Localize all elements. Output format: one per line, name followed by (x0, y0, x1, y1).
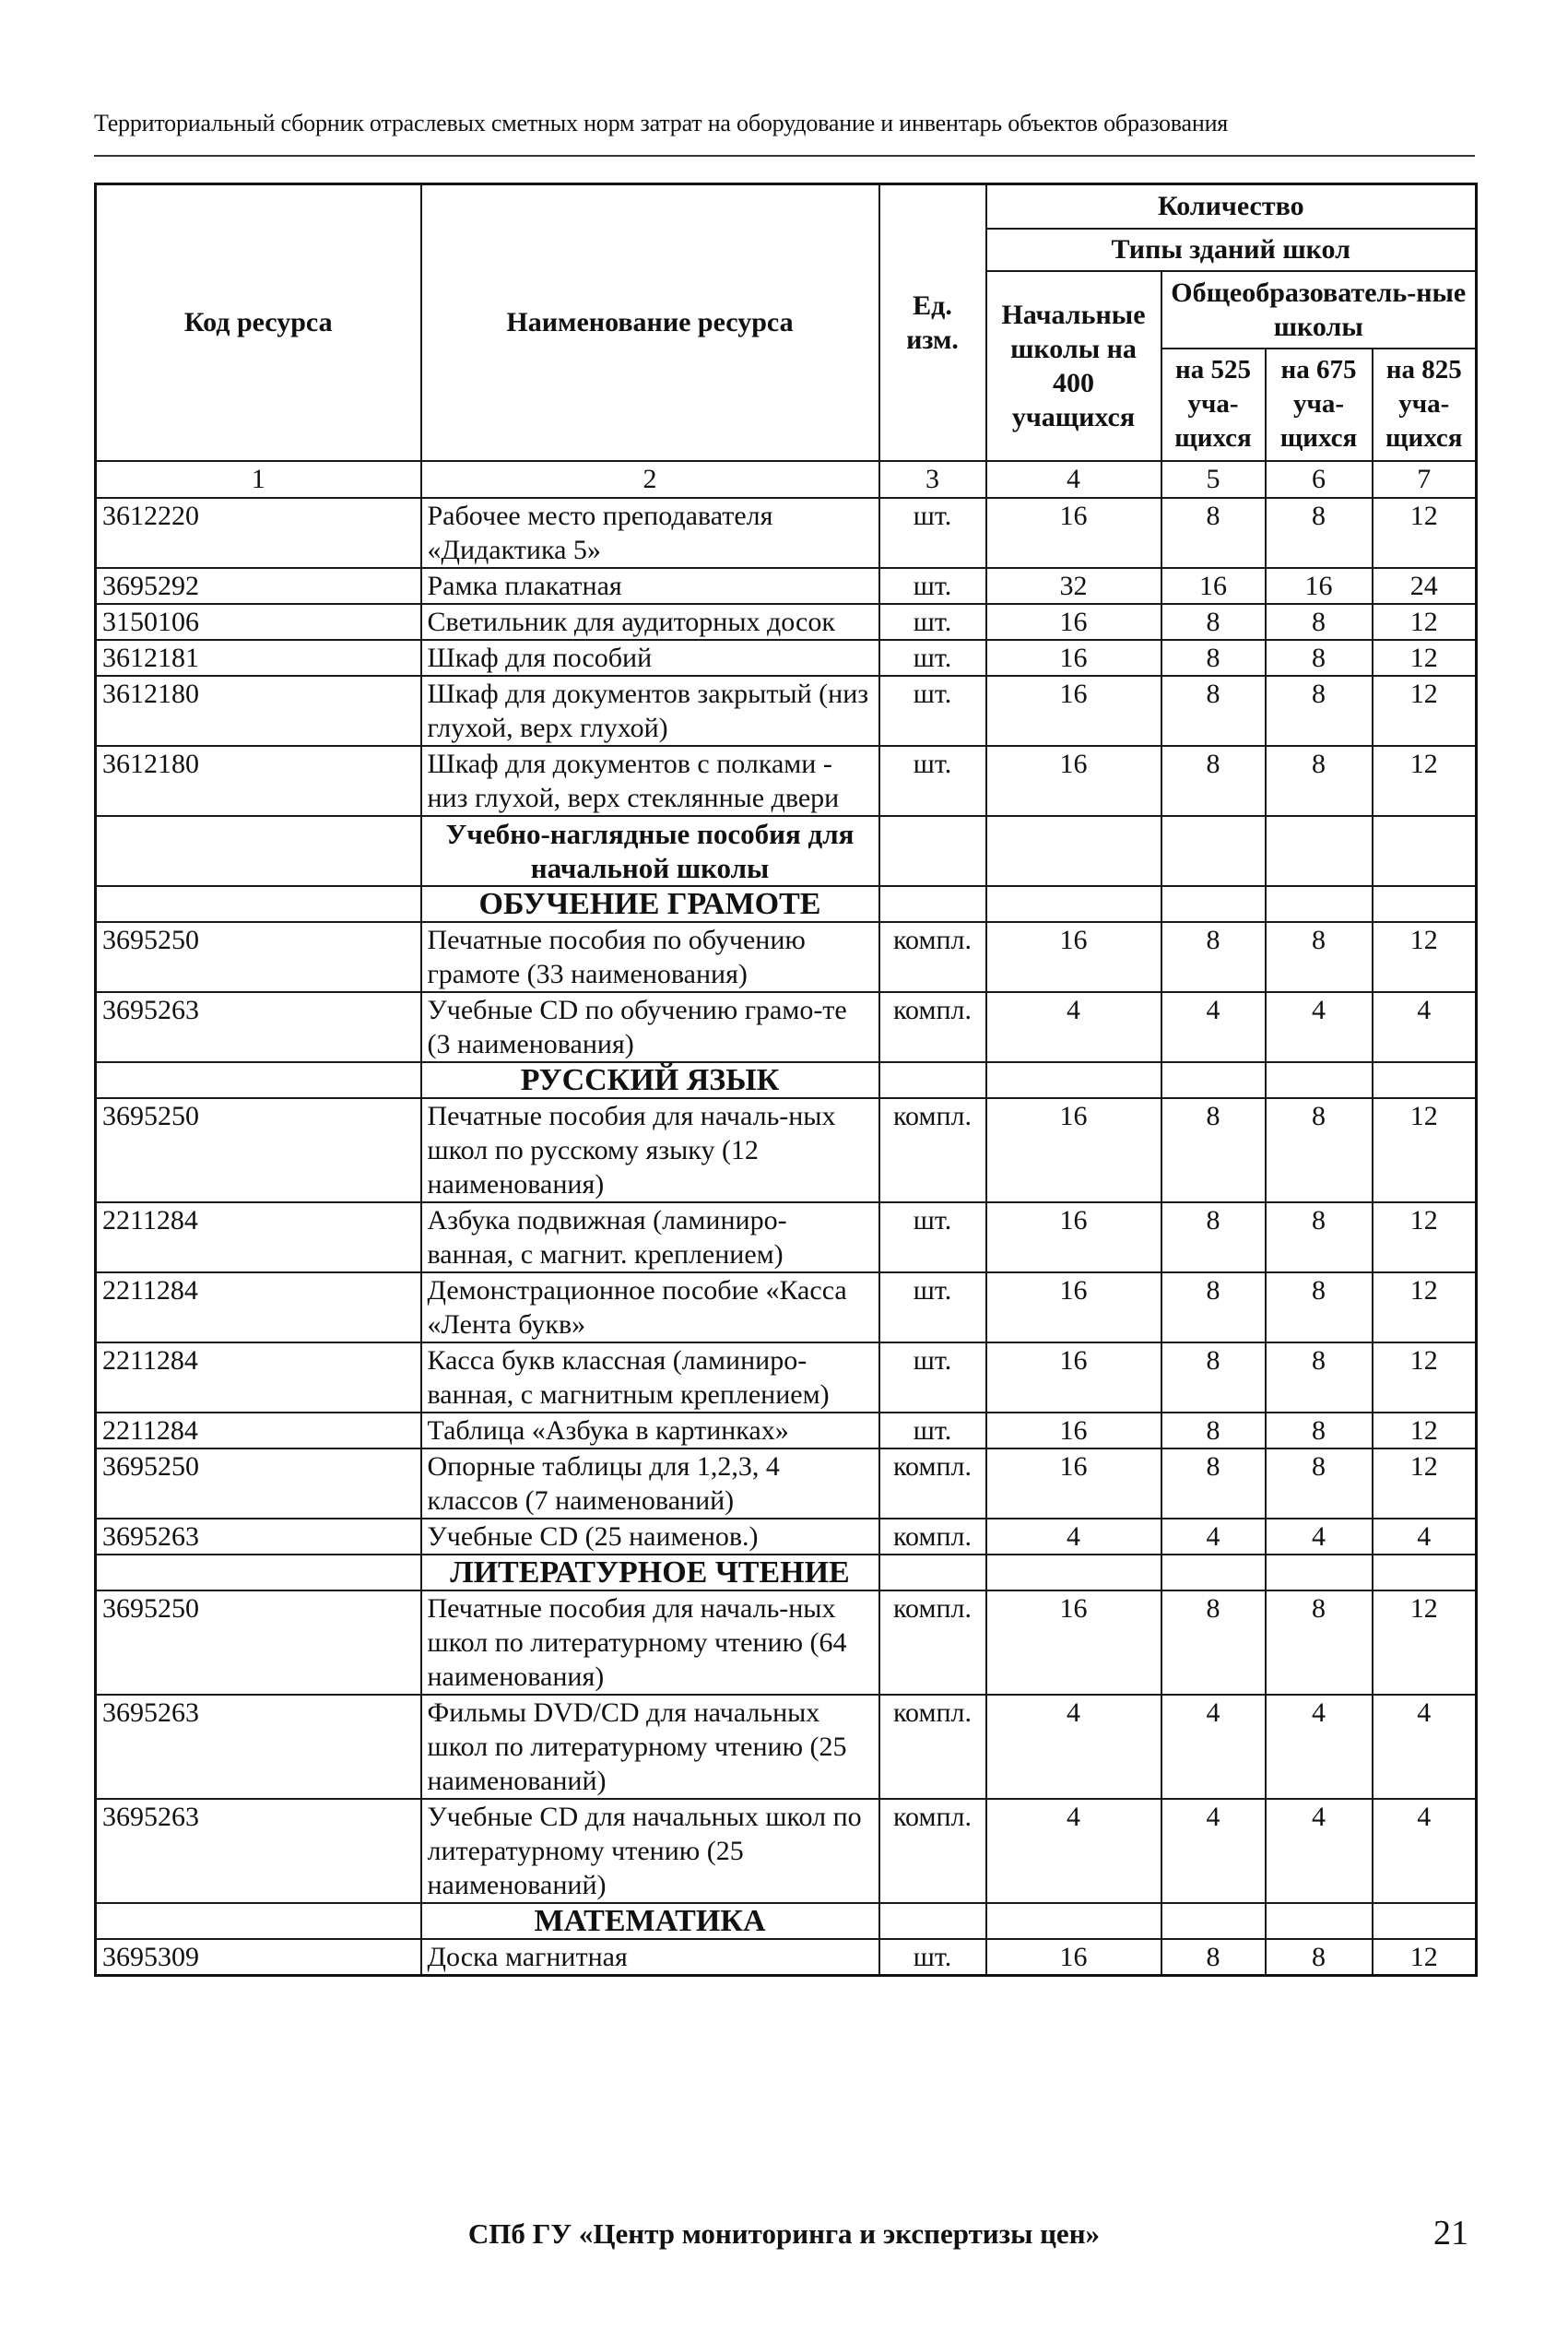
qty-general-825: 12 (1373, 1098, 1477, 1202)
resource-code: 2211284 (96, 1202, 421, 1272)
qty-primary-400: 16 (986, 604, 1161, 640)
resource-code: 3695263 (96, 1799, 421, 1903)
header-unit: Ед. изм. (879, 184, 986, 461)
qty-general-825: 12 (1373, 676, 1477, 746)
qty-general-825: 12 (1373, 1939, 1477, 1976)
header-quantity: Количество (986, 184, 1477, 229)
empty-cell (1161, 816, 1266, 886)
resource-code: 3695292 (96, 568, 421, 604)
qty-primary-400: 4 (986, 1799, 1161, 1903)
resource-name: Учебные CD по обучению грамо-те (3 наименования) (421, 992, 879, 1062)
qty-general-825: 12 (1373, 1202, 1477, 1272)
column-number: 7 (1373, 461, 1477, 498)
column-number: 6 (1266, 461, 1373, 498)
qty-general-525: 8 (1161, 498, 1266, 568)
qty-primary-400: 16 (986, 1448, 1161, 1519)
qty-general-525: 4 (1161, 1799, 1266, 1903)
qty-general-525: 8 (1161, 1590, 1266, 1695)
qty-primary-400: 16 (986, 1272, 1161, 1342)
qty-primary-400: 16 (986, 1202, 1161, 1272)
empty-cell (1266, 816, 1373, 886)
unit-cell: шт. (879, 1413, 986, 1448)
qty-general-525: 8 (1161, 1202, 1266, 1272)
resource-code: 3612181 (96, 640, 421, 676)
unit-cell: компл. (879, 922, 986, 992)
empty-cell (1161, 1555, 1266, 1590)
section-title: МАТЕМАТИКА (421, 1903, 879, 1939)
resource-name: Таблица «Азбука в картинках» (421, 1413, 879, 1448)
resource-name: Демонстрационное пособие «Касса «Лента букв» (421, 1272, 879, 1342)
table-row (96, 498, 1477, 568)
empty-cell (1373, 1062, 1477, 1098)
page-number: 21 (1433, 2214, 1468, 2252)
empty-cell (1266, 886, 1373, 922)
resource-name: Шкаф для пособий (421, 640, 879, 676)
qty-general-675: 8 (1266, 1939, 1373, 1976)
empty-cell (1266, 1903, 1373, 1939)
unit-cell: компл. (879, 1519, 986, 1555)
resource-code: 3695263 (96, 1519, 421, 1555)
resource-code: 3695250 (96, 922, 421, 992)
empty-cell (1266, 1062, 1373, 1098)
qty-general-675: 8 (1266, 1342, 1373, 1413)
resource-name: Рамка плакатная (421, 568, 879, 604)
column-numbers-row (96, 461, 1477, 498)
empty-cell (96, 816, 421, 886)
empty-cell (1373, 816, 1477, 886)
empty-cell (1161, 886, 1266, 922)
unit-cell: шт. (879, 640, 986, 676)
table-row (96, 1939, 1477, 1976)
page-header: Территориальный сборник отраслевых сметных норм затрат на оборудование и инвентарь объектов образования (94, 110, 1229, 136)
table-row (96, 1342, 1477, 1413)
qty-primary-400: 16 (986, 746, 1161, 816)
qty-general-525: 8 (1161, 1413, 1266, 1448)
table-row (96, 1695, 1477, 1799)
table-row (96, 1413, 1477, 1448)
resource-name: Шкаф для документов с полками - низ глухой, верх стеклянные двери (421, 746, 879, 816)
resource-name: Печатные пособия по обучению грамоте (33 наименования) (421, 922, 879, 992)
empty-cell (96, 1555, 421, 1590)
resource-code: 3612180 (96, 676, 421, 746)
qty-general-675: 8 (1266, 676, 1373, 746)
header-name: Наименование ресурса (421, 184, 879, 461)
empty-cell (96, 1903, 421, 1939)
qty-general-675: 8 (1266, 1448, 1373, 1519)
qty-general-675: 4 (1266, 1519, 1373, 1555)
qty-primary-400: 16 (986, 1098, 1161, 1202)
qty-general-675: 4 (1266, 1695, 1373, 1799)
qty-general-675: 8 (1266, 604, 1373, 640)
unit-cell: шт. (879, 1342, 986, 1413)
qty-general-525: 4 (1161, 1695, 1266, 1799)
table-row (96, 992, 1477, 1062)
column-number: 1 (96, 461, 421, 498)
qty-general-675: 8 (1266, 922, 1373, 992)
qty-general-825: 12 (1373, 1342, 1477, 1413)
table-row (96, 1098, 1477, 1202)
empty-cell (1266, 1555, 1373, 1590)
section-row (96, 1555, 1477, 1590)
resource-code: 3612220 (96, 498, 421, 568)
empty-cell (986, 1555, 1161, 1590)
resource-name: Касса букв классная (ламиниро-ванная, с магнитным креплением) (421, 1342, 879, 1413)
qty-general-675: 8 (1266, 640, 1373, 676)
resource-code: 2211284 (96, 1272, 421, 1342)
section-title: ОБУЧЕНИЕ ГРАМОТЕ (421, 886, 879, 922)
resource-name: Шкаф для документов закрытый (низ глухой, верх глухой) (421, 676, 879, 746)
qty-general-525: 8 (1161, 1448, 1266, 1519)
qty-general-525: 8 (1161, 676, 1266, 746)
empty-cell (879, 1555, 986, 1590)
qty-general-675: 8 (1266, 498, 1373, 568)
table-row (96, 1590, 1477, 1695)
qty-general-525: 16 (1161, 568, 1266, 604)
unit-cell: шт. (879, 676, 986, 746)
header-primary: Начальные школы на 400 учащихся (986, 271, 1161, 461)
resource-code: 3695250 (96, 1098, 421, 1202)
resource-code: 3150106 (96, 604, 421, 640)
qty-general-675: 8 (1266, 1590, 1373, 1695)
qty-general-825: 12 (1373, 1448, 1477, 1519)
qty-general-525: 8 (1161, 1272, 1266, 1342)
qty-general-825: 4 (1373, 992, 1477, 1062)
unit-cell: компл. (879, 1799, 986, 1903)
resource-code: 3695263 (96, 1695, 421, 1799)
qty-primary-400: 32 (986, 568, 1161, 604)
qty-primary-400: 16 (986, 1342, 1161, 1413)
qty-primary-400: 16 (986, 676, 1161, 746)
qty-general-675: 8 (1266, 1098, 1373, 1202)
qty-general-825: 12 (1373, 498, 1477, 568)
resource-code: 3695250 (96, 1590, 421, 1695)
unit-cell: шт. (879, 604, 986, 640)
empty-cell (1373, 1555, 1477, 1590)
empty-cell (96, 1062, 421, 1098)
qty-general-675: 8 (1266, 1202, 1373, 1272)
table-row (96, 568, 1477, 604)
qty-primary-400: 16 (986, 1590, 1161, 1695)
qty-general-525: 8 (1161, 1098, 1266, 1202)
qty-general-525: 8 (1161, 1342, 1266, 1413)
unit-cell: шт. (879, 1202, 986, 1272)
resource-name: Светильник для аудиторных досок (421, 604, 879, 640)
empty-cell (986, 1903, 1161, 1939)
qty-general-675: 16 (1266, 568, 1373, 604)
empty-cell (1161, 1062, 1266, 1098)
empty-cell (986, 816, 1161, 886)
qty-general-825: 24 (1373, 568, 1477, 604)
qty-primary-400: 16 (986, 640, 1161, 676)
qty-general-675: 8 (1266, 1272, 1373, 1342)
resource-name: Азбука подвижная (ламиниро-ванная, с магнит. креплением) (421, 1202, 879, 1272)
resource-code: 3695309 (96, 1939, 421, 1976)
empty-cell (879, 1062, 986, 1098)
column-number: 5 (1161, 461, 1266, 498)
resource-code: 3695250 (96, 1448, 421, 1519)
qty-general-525: 8 (1161, 640, 1266, 676)
resource-code: 3695263 (96, 992, 421, 1062)
empty-cell (879, 816, 986, 886)
resource-name: Доска магнитная (421, 1939, 879, 1976)
unit-cell: шт. (879, 1939, 986, 1976)
resource-name: Учебные CD (25 наименов.) (421, 1519, 879, 1555)
empty-cell (1373, 886, 1477, 922)
header-g825: на 825 уча-щихся (1373, 349, 1477, 461)
empty-cell (1161, 1903, 1266, 1939)
table-row (96, 1448, 1477, 1519)
table-row (96, 640, 1477, 676)
section-row (96, 1062, 1477, 1098)
qty-general-825: 12 (1373, 1413, 1477, 1448)
section-title: РУССКИЙ ЯЗЫК (421, 1062, 879, 1098)
section-title: ЛИТЕРАТУРНОЕ ЧТЕНИЕ (421, 1555, 879, 1590)
header-g675: на 675 уча-щихся (1266, 349, 1373, 461)
table-row (96, 604, 1477, 640)
qty-general-825: 12 (1373, 1272, 1477, 1342)
unit-cell: компл. (879, 1590, 986, 1695)
resource-name: Опорные таблицы для 1,2,3, 4 классов (7 наименований) (421, 1448, 879, 1519)
unit-cell: компл. (879, 1448, 986, 1519)
unit-cell: компл. (879, 1098, 986, 1202)
unit-cell: шт. (879, 568, 986, 604)
resource-name: Фильмы DVD/CD для начальных школ по литературному чтению (25 наименований) (421, 1695, 879, 1799)
qty-primary-400: 16 (986, 1939, 1161, 1976)
subsection-row (96, 816, 1477, 886)
qty-general-825: 12 (1373, 1590, 1477, 1695)
table-row (96, 676, 1477, 746)
column-number: 4 (986, 461, 1161, 498)
header-building-types: Типы зданий школ (986, 229, 1477, 271)
header-general: Общеобразователь-ные школы (1161, 271, 1477, 349)
qty-general-525: 4 (1161, 1519, 1266, 1555)
resource-name: Печатные пособия для началь-ных школ по русскому языку (12 наименования) (421, 1098, 879, 1202)
qty-primary-400: 16 (986, 498, 1161, 568)
resource-name: Учебные CD для начальных школ по литературному чтению (25 наименований) (421, 1799, 879, 1903)
empty-cell (879, 886, 986, 922)
qty-general-825: 12 (1373, 746, 1477, 816)
empty-cell (879, 1903, 986, 1939)
unit-cell: компл. (879, 992, 986, 1062)
resource-code: 3612180 (96, 746, 421, 816)
header-rule (94, 155, 1475, 157)
unit-cell: компл. (879, 1695, 986, 1799)
qty-general-525: 8 (1161, 1939, 1266, 1976)
qty-primary-400: 16 (986, 1413, 1161, 1448)
header-code: Код ресурса (96, 184, 421, 461)
unit-cell: шт. (879, 498, 986, 568)
table-row (96, 922, 1477, 992)
qty-general-675: 4 (1266, 992, 1373, 1062)
qty-general-525: 8 (1161, 604, 1266, 640)
table-row (96, 1519, 1477, 1555)
unit-cell: шт. (879, 746, 986, 816)
empty-cell (986, 886, 1161, 922)
qty-general-675: 8 (1266, 1413, 1373, 1448)
table-row (96, 1202, 1477, 1272)
section-row (96, 886, 1477, 922)
column-number: 2 (421, 461, 879, 498)
qty-primary-400: 4 (986, 1695, 1161, 1799)
resource-name: Рабочее место преподавателя «Дидактика 5» (421, 498, 879, 568)
qty-general-825: 4 (1373, 1799, 1477, 1903)
qty-general-675: 8 (1266, 746, 1373, 816)
footer-organization: СПб ГУ «Центр мониторинга и экспертизы цен» (467, 2217, 1101, 2250)
resource-name: Печатные пособия для началь-ных школ по литературному чтению (64 наименования) (421, 1590, 879, 1695)
qty-general-825: 12 (1373, 604, 1477, 640)
qty-general-825: 4 (1373, 1695, 1477, 1799)
qty-general-525: 4 (1161, 992, 1266, 1062)
qty-general-825: 12 (1373, 640, 1477, 676)
column-number: 3 (879, 461, 986, 498)
table-row (96, 1272, 1477, 1342)
qty-primary-400: 16 (986, 922, 1161, 992)
table-row (96, 1799, 1477, 1903)
qty-general-525: 8 (1161, 746, 1266, 816)
resource-table (94, 183, 1478, 1977)
resource-code: 2211284 (96, 1342, 421, 1413)
resource-code: 2211284 (96, 1413, 421, 1448)
section-row (96, 1903, 1477, 1939)
qty-general-825: 4 (1373, 1519, 1477, 1555)
unit-cell: шт. (879, 1272, 986, 1342)
header-g525: на 525 уча-щихся (1161, 349, 1266, 461)
qty-general-525: 8 (1161, 922, 1266, 992)
empty-cell (1373, 1903, 1477, 1939)
empty-cell (96, 886, 421, 922)
qty-primary-400: 4 (986, 1519, 1161, 1555)
qty-general-675: 4 (1266, 1799, 1373, 1903)
qty-primary-400: 4 (986, 992, 1161, 1062)
qty-general-825: 12 (1373, 922, 1477, 992)
subsection-title: Учебно-наглядные пособия для начальной школы (421, 816, 879, 886)
table-row (96, 746, 1477, 816)
empty-cell (986, 1062, 1161, 1098)
